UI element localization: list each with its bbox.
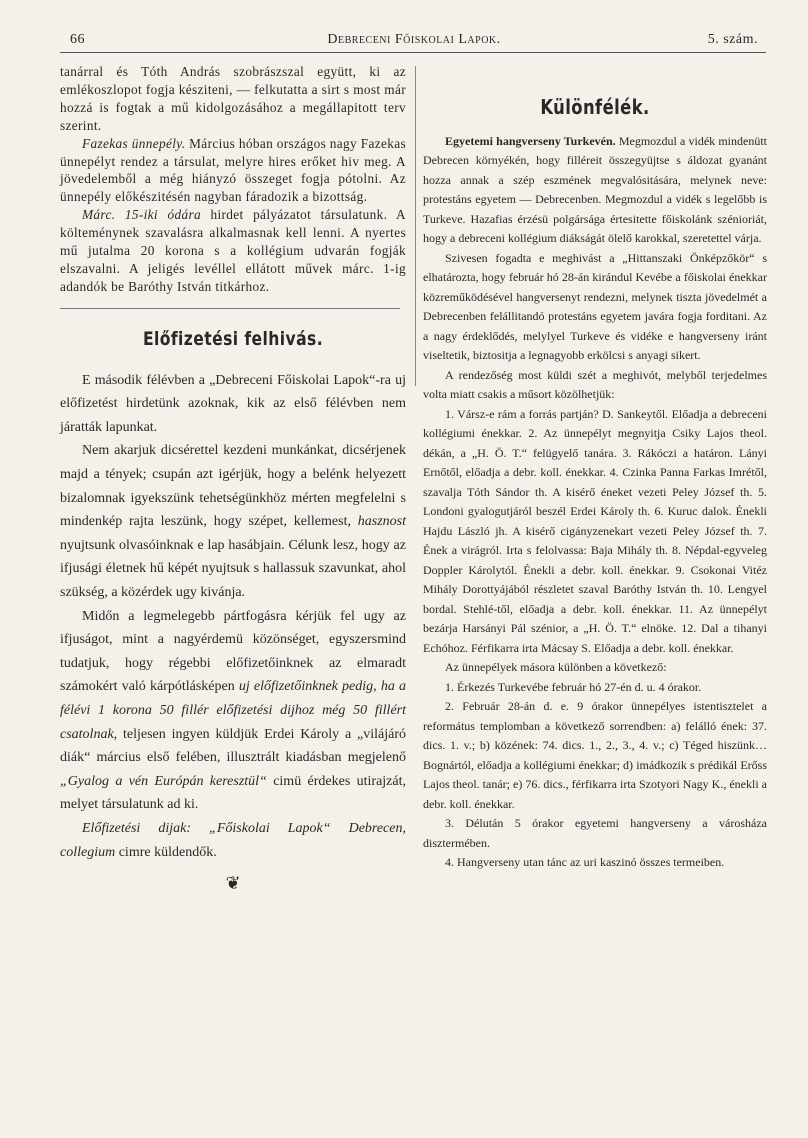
section-rule — [60, 308, 400, 309]
header-rule — [60, 52, 766, 53]
ode-text: hirdet pályázatot társulatunk. A költeménynek szavalásra alkalmasnak kell lenni. A nyertes mű jutalma 20 korona s a kollégium udvarán fogják elszavalni. A jeligés levéllel ellátott művek márc. 1-ig adandók be Baróthy István titkárhoz. — [60, 207, 406, 294]
paragraph-memorial: tanárral és Tóth András szobrászszal együtt, ki az emlékoszlopot fogja késziteni, — felkutatta a sirt s most már hozzá is fogtak a mű kidolgozásához a megállapitott terv szerint. — [60, 64, 406, 133]
concert-subhead: Egyetemi hangverseny Turkevén. — [445, 133, 616, 148]
concert-intro: Egyetemi hangverseny Turkevén. Megmozdul a vidék mindenütt Debrecen környékén, hogy filléreit összegyüjtse s áldozat gyanánt hozza annak a szép eszmének megvalósitására, melynek neve: protestáns egyetem — Debrecenben. Megmozdul a vidék s legelőbb is Turkeve. Hazafias érzésü polgársága értesitette főiskolánk szénioriát, hogy a debreceni kollégium diákságát ölelő karokkal, szeretettel várja. — [423, 133, 768, 245]
journal-title: Debreceni Főiskolai Lapok. — [327, 32, 501, 47]
schedule-item-3: 3. Délután 5 órakor egyetemi hangverseny a városháza disztermében. — [423, 816, 767, 850]
subscription-p4: Előfizetési dijak: „Főiskolai Lapok“ Debrecen, collegium cimre küldendők. — [60, 820, 406, 860]
subscription-p1: E második félévben a „Debreceni Főiskolai Lapok“-ra uj előfizetést hirdetünk azoknak, kik az első félévben nem járatták lapunkat. — [60, 372, 406, 435]
concert-program-intro: A rendezőség most küldi szét a meghivót, melyből terjedelmes volta miatt csakis a műsort közölhetjük: — [423, 367, 767, 401]
paragraph-fazekas — [60, 135, 406, 207]
miscellany-heading: Különfélék. — [540, 95, 650, 119]
schedule-item-1: 1. Érkezés Turkevébe február hó 27-én d. u. 4 órakor. — [445, 679, 702, 694]
fazekas-text: Március hóban országos nagy Fazekas ünnepélyt rendez a társulat, melyre hires erőket hiv meg. A jövedelemből a még hiányzó összeget fogja pótolni. Az ünnepély előkészitésén nagyban fáradozik a bizottság. — [60, 135, 406, 205]
schedule-item-4: 4. Hangverseny utan tánc az uri kaszinó összes termeiben. — [445, 855, 725, 869]
page-number: 66 — [70, 32, 85, 47]
concert-program: 1. Vársz-e rám a forrás partján? D. Sankeytől. Előadja a debreceni kollégiumi énekkar. 2. Az ünnepélyt megnyitja Csiky Lajos theol. dékán, a „H. Ö. T.“ felügyelő tanára. 3. Rákóczi a határon. Lányi Ernőtől, előadja a debr. koll. énekkar. 4. Czinka Panna Farkas Imrétől, szavalja Tóth Sándor th. A kisérő éneket vezeti Peley József th. 5. Londoni gyalogutjáról beszél Erdei Károly th. 6. Kuruc dalok. Énekli Hajdu László jh. A kisérő cigányzenekart vezeti Peley József th. 7. Ének a virágról. Irta s felolvassa: Baja Mihály th. 8. Népdal-egyveleg Doppler Károlytól. Énekli a debr. koll. énekkar. 9. Csokonai Vitéz Mihály Dorottyájából részletet szaval Baróthy István th. 10. Lengyel bordal. Stehlé-től, előadja a debr. koll. énekkar. 11. Az ünnepélyt bezárja Harsányi Pál szénior, a „H. Ö. T.“ elnöke. 12. Dal a tihanyi Echóhoz. Férfikarra irta Mácsay S. Előadja a debr. koll. énekkar. — [423, 406, 767, 655]
issue-number: 5. szám. — [707, 32, 758, 47]
running-head — [62, 30, 766, 52]
left-column — [60, 63, 406, 896]
fleuron-ornament: ❦ — [225, 873, 241, 894]
subscription-heading: Előfizetési felhivás. — [142, 327, 324, 350]
schedule-intro: Az ünnepélyek másora különben a következő: — [445, 660, 667, 674]
emphasis-useful: hasznost — [357, 514, 406, 530]
emphasis-address: Előfizetési dijak: „Főiskolai Lapok“ Debrecen, collegium — [60, 820, 406, 860]
right-column — [423, 95, 768, 873]
ode-lead: Márc. 15-iki ódára — [82, 207, 201, 223]
concert-invitation: Szivesen fogadta e meghivást a „Hittanszaki Önképzőkör“ s elhatározta, hogy február hó 28-án kirándul Kevébe a főiskolai énekkar közreműködésével hangversenyt rendezni, melynek tiszta jövedelmét a Debrecenben felállitandó protestáns egyetem javára fogja forditani. Az a nagy érdeklődés, melylyel Turkeve és vidéke e hangverseny iránt viseltetik, biztositja a legnagyobb erkölcsi s anyagi sikert. — [423, 250, 767, 362]
emphasis-offer: uj előfizetőinknek pedig, ha a félévi 1 korona 50 fillér előfizetési dijhoz még 50 fillért csatolnak, — [60, 679, 406, 742]
subscription-p2: Nem akarjuk dicsérettel kezdeni munkánkat, dicsérjenek majd a tények; csupán azt igérjük, hogy a belénk helyezett bizalomnak igyekszünk tehetségünkhöz mérten megfelelni s mindenkép rajta leszünk, hogy szépet, kellemest, hasznost nyujtsunk olvasóinknak e lap hasábjain. Célunk lesz, hogy az ifjusági életnek hű képét nyujtsuk s hallassuk szavunkat, ahol szükség, a közérdek ugy kivánja. — [60, 443, 406, 601]
emphasis-book-title: „Gyalog a vén Európán keresztül“ — [60, 773, 267, 789]
subscription-p3: Midőn a legmelegebb pártfogásra kérjük fel ugy az ifjuságot, mint a nagyérdemü közönséget, egyszersmind tudatjuk, hogy régebbi előfizetőinknek az elmaradt számokért való kárpótlásképen uj előfizetőinknek pedig, ha a félévi 1 korona 50 fillér előfizetési dijhoz még 50 fillért csatolnak, teljesen ingyen küldjük Erdei Károly a „vilájáró diák“ március első felében, illusztrált kiadásban megjelenő „Gyalog a vén Európán keresztül“ cimü érdekes utirajzát, melyet társulatunk ad ki. — [60, 608, 407, 813]
subscription-body — [60, 369, 406, 896]
paragraph-ode-contest — [60, 206, 406, 296]
schedule-item-2: 2. Február 28-án d. e. 9 órakor ünnepélyes istentisztelet a református templomban a következő sorrendben: a) felálló ének: 37. dics. 1. v.; b) közének: 74. dics. 1., 2., 3., 4. v.; c) Téged hiszünk… Bognártól, előadja a kollégiumi énekkar; d) imádkozik s prédikál Erőss Lajos theol. tanár; e) 76. dics., férfikarra irta Szotyori Nagy K., énekli a debr. koll. énekkar. — [423, 699, 767, 811]
column-divider — [415, 66, 416, 386]
fazekas-lead: Fazekas ünnepély. — [82, 135, 186, 151]
